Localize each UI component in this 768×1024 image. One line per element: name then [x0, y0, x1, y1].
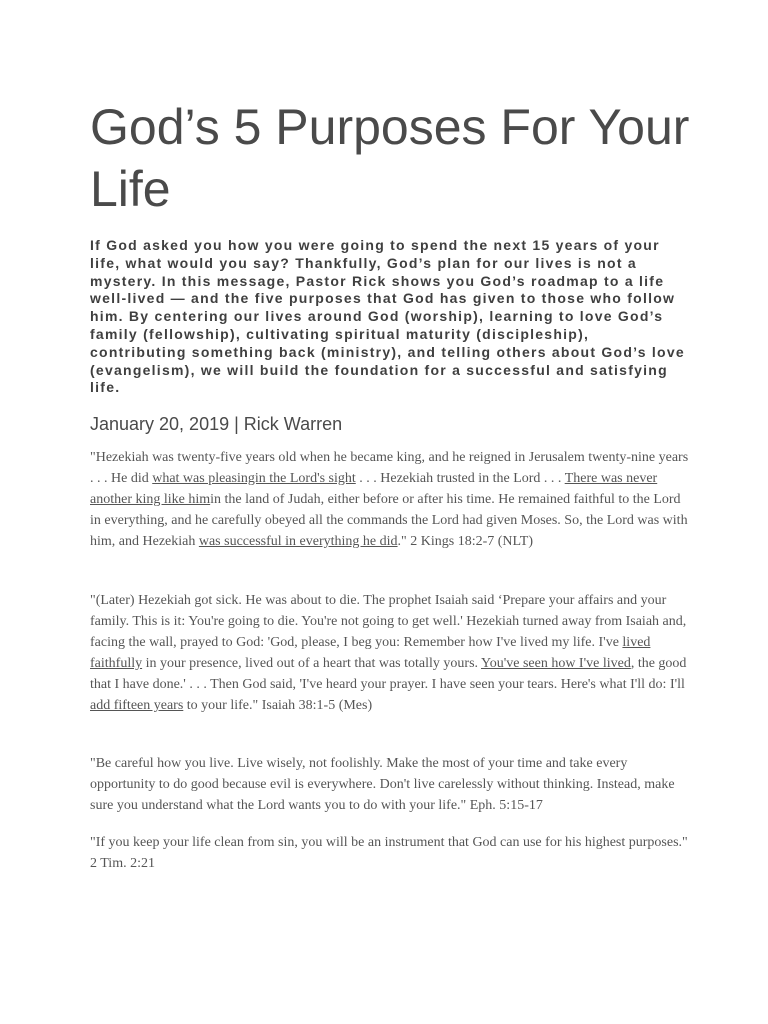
- quote-text: "(Later) Hezekiah got sick. He was about to die. The prophet Isaiah said ‘Prepare your affairs and your family. This is it: You're going to die. You're not going to get well.' Hezekiah turned away from Isaiah and, facing the wall, prayed to God: 'God, please, I beg you: Remember how I've lived my life. I've: [90, 593, 687, 650]
- page-title: God’s 5 Purposes For Your Life: [90, 99, 690, 217]
- quote-text: . . . Hezekiah trusted in the Lord . . .: [355, 471, 565, 486]
- underlined-phrase: There was never another king like him: [90, 471, 658, 507]
- scripture-quote-2-kings: [90, 447, 690, 552]
- underlined-phrase: lived faithfully: [90, 635, 651, 671]
- underlined-phrase: You've seen how I've lived: [481, 656, 631, 671]
- article-byline: January 20, 2019 | Rick Warren: [90, 414, 343, 434]
- underlined-phrase: add fifteen years: [90, 698, 184, 713]
- article-summary: If God asked you how you were going to spend the next 15 years of your life, what would you say? Thankfully, God’s plan for our lives is not a mystery. In this message, Pastor Rick shows you God’s roadmap to a life well-lived — and the five purposes that God has given to those who follow him. By centering our lives around God (worship), learning to love God’s family (fellowship), cultivating spiritual maturity (discipleship), contributing something back (ministry), and telling others about God’s love (evangelism), we will build the foundation for a successful and satisfying life.: [90, 237, 685, 396]
- quote-text: in your presence, lived out of a heart that was totally yours.: [142, 656, 481, 671]
- scripture-quote-ephesians: "Be careful how you live. Live wisely, not foolishly. Make the most of your time and take every opportunity to do good because evil is everywhere. Don't live carelessly without thinking. Instead, make sure you understand what the Lord wants you to do with your life." Eph. 5:15-17: [90, 756, 675, 813]
- scripture-quote-isaiah: [90, 590, 690, 716]
- quote-text: ." 2 Kings 18:2-7 (NLT): [397, 534, 534, 549]
- quote-text: "Hezekiah was twenty-five years old when he became king, and he reigned in Jerusalem twenty-nine years . . . He did: [90, 450, 689, 486]
- quote-text: to your life." Isaiah 38:1-5 (Mes): [183, 698, 373, 713]
- quote-text: in the land of Judah, either before or after his time. He remained faithful to the Lord in everything, and he carefully obeyed all the commands the Lord had given Moses. So, the Lord was with him, and Hezekiah: [90, 492, 688, 549]
- scripture-quote-timothy: "If you keep your life clean from sin, you will be an instrument that God can use for his highest purposes." 2 Tim. 2:21: [90, 835, 688, 871]
- underlined-phrase: was successful in everything he did: [198, 534, 398, 549]
- underlined-phrase: what was pleasingin the Lord's sight: [152, 471, 356, 486]
- quote-text: , the good that I have done.' . . . Then God said, 'I've heard your prayer. I have seen your tears. Here's what I'll do: I'll: [90, 656, 687, 692]
